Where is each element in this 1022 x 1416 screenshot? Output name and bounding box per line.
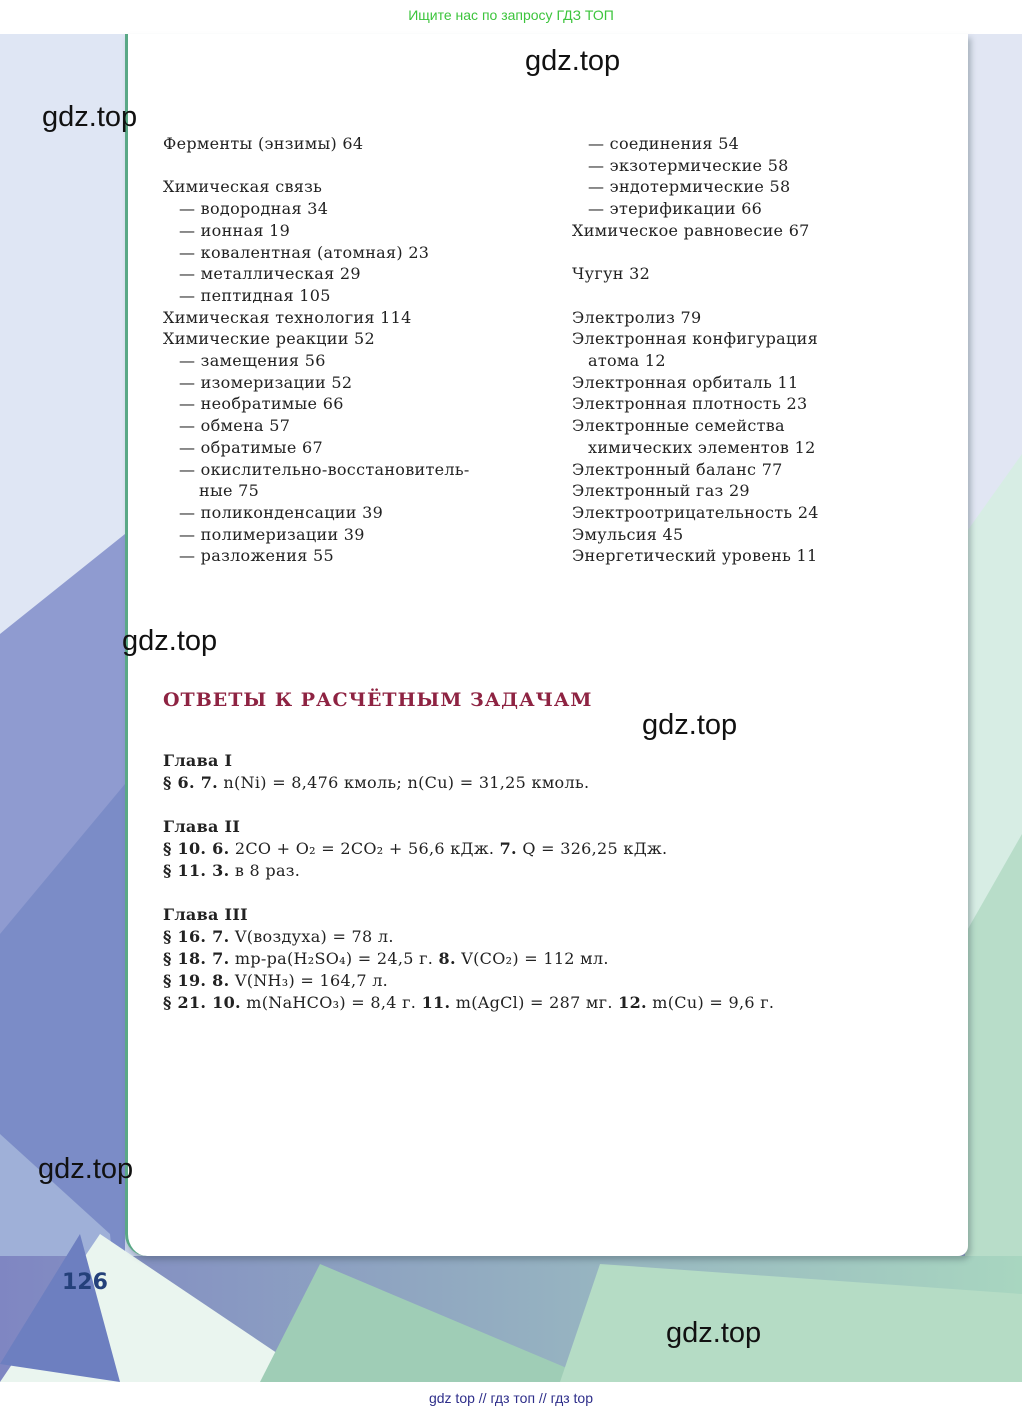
answer-line (163, 926, 774, 948)
answer-text: 2CO + O₂ = 2CO₂ + 56,6 кДж. (234, 839, 495, 858)
index-subentry: — этерификации 66 (588, 199, 763, 219)
chapter-heading: Глава I (163, 751, 233, 770)
bottom-banner (0, 1382, 1022, 1416)
index-subentry: — разложения 55 (179, 546, 334, 566)
index-subentry-continuation: ные 75 (199, 481, 260, 501)
index-entry: Электроотрицательность 24 (572, 502, 819, 522)
index-entry: Ферменты (энзимы) 64 (163, 134, 364, 153)
answer-text: m(Cu) = 9,6 г. (652, 993, 775, 1012)
index-entry: Электронные семейства (572, 416, 785, 436)
index-subentry: — изомеризации 52 (179, 372, 353, 392)
answer-ref: 8. (438, 949, 456, 968)
index-subentry: — обратимые 67 (179, 437, 323, 457)
index-subentry: — необратимые 66 (179, 394, 344, 414)
answers-gap (163, 882, 774, 904)
watermark: gdz.top (666, 1317, 762, 1349)
answer-text: V(CO₂) = 112 мл. (461, 949, 609, 968)
index-gap (572, 242, 819, 264)
index-gap (163, 155, 470, 177)
answer-text: V(воздуха) = 78 л. (234, 927, 394, 946)
index-subentry: — ионная 19 (179, 220, 291, 240)
answer-text: V(NH₃) = 164,7 л. (234, 971, 389, 990)
index-subentry: — соединения 54 (588, 134, 740, 153)
index-subentry: — полимеризации 39 (179, 524, 365, 544)
index-entry: Чугун 32 (572, 264, 651, 284)
answers-section-title: ОТВЕТЫ К РАСЧЁТНЫМ ЗАДАЧАМ (163, 689, 593, 711)
watermark: gdz.top (525, 45, 621, 77)
index-column-right (572, 133, 819, 567)
index-subentry: — пептидная 105 (179, 285, 331, 305)
answer-line (163, 992, 774, 1014)
answer-ref: § 19. 8. (163, 971, 230, 990)
answer-ref: 11. (421, 993, 451, 1012)
index-entry-continuation: химических элементов 12 (588, 437, 816, 457)
index-subentry: — окислительно-восстановитель- (179, 459, 470, 479)
answer-ref: 12. (618, 993, 647, 1012)
watermark: gdz.top (642, 709, 738, 741)
index-entry: Эмульсия 45 (572, 524, 684, 544)
watermark: gdz.top (38, 1153, 134, 1185)
answer-text: m(NaHCO₃) = 8,4 г. (246, 993, 417, 1012)
answers-gap (163, 794, 774, 816)
index-subentry: — замещения 56 (179, 351, 326, 371)
index-entry: Электронная плотность 23 (572, 394, 808, 414)
answer-line (163, 772, 774, 794)
page-number: 126 (62, 1270, 108, 1295)
chapter-heading: Глава II (163, 817, 241, 836)
index-entry: Химические реакции 52 (163, 329, 376, 349)
index-subentry: — металлическая 29 (179, 264, 361, 284)
answers-block (163, 750, 774, 1014)
index-subentry: — ковалентная (атомная) 23 (179, 242, 430, 262)
answer-ref: § 11. 3. (163, 861, 230, 880)
index-column-left (163, 133, 470, 567)
watermark: gdz.top (122, 625, 218, 657)
index-gap (572, 285, 819, 307)
answer-line (163, 860, 774, 882)
chapter-heading: Глава III (163, 905, 248, 924)
index-entry: Электронная конфигурация (572, 329, 818, 349)
answer-line (163, 970, 774, 992)
bottom-banner-text: gdz top // гдз топ // гдз top (428, 1390, 594, 1406)
answer-line (163, 948, 774, 970)
index-entry: Электролиз 79 (572, 307, 702, 327)
answer-ref: 7. (499, 839, 517, 858)
answer-text: mр-ра(H₂SO₄) = 24,5 г. (234, 949, 434, 968)
index-entry: Химическая связь (163, 177, 323, 197)
top-banner (0, 0, 1022, 34)
answer-text: в 8 раз. (234, 861, 301, 880)
answer-line (163, 838, 774, 860)
answer-text: n(Ni) = 8,476 кмоль; n(Cu) = 31,25 кмоль. (223, 773, 590, 792)
top-banner-text: Ищите нас по запросу ГДЗ ТОП (408, 7, 614, 23)
index-entry: Электронный баланс 77 (572, 459, 783, 479)
answer-ref: § 18. 7. (163, 949, 230, 968)
index-entry: Химическое равновесие 67 (572, 220, 810, 240)
index-entry: Химическая технология 114 (163, 307, 412, 327)
answer-ref: § 16. 7. (163, 927, 230, 946)
index-subentry: — обмена 57 (179, 416, 291, 436)
index-entry: Энергетический уровень 11 (572, 546, 818, 566)
index-subentry: — поликонденсации 39 (179, 502, 384, 522)
answer-text: m(AgCl) = 287 мг. (455, 993, 613, 1012)
index-entry: Электронная орбиталь 11 (572, 372, 799, 392)
index-subentry: — эндотермические 58 (588, 177, 791, 197)
index-subentry: — экзотермические 58 (588, 155, 789, 175)
index-subentry: — водородная 34 (179, 199, 329, 219)
answer-ref: § 6. 7. (163, 773, 219, 792)
index-entry-continuation: атома 12 (588, 351, 666, 370)
answer-text: Q = 326,25 кДж. (522, 839, 668, 858)
answer-ref: § 21. 10. (163, 993, 241, 1012)
answer-ref: § 10. 6. (163, 839, 230, 858)
index-entry: Электронный газ 29 (572, 481, 750, 501)
watermark: gdz.top (42, 101, 138, 133)
